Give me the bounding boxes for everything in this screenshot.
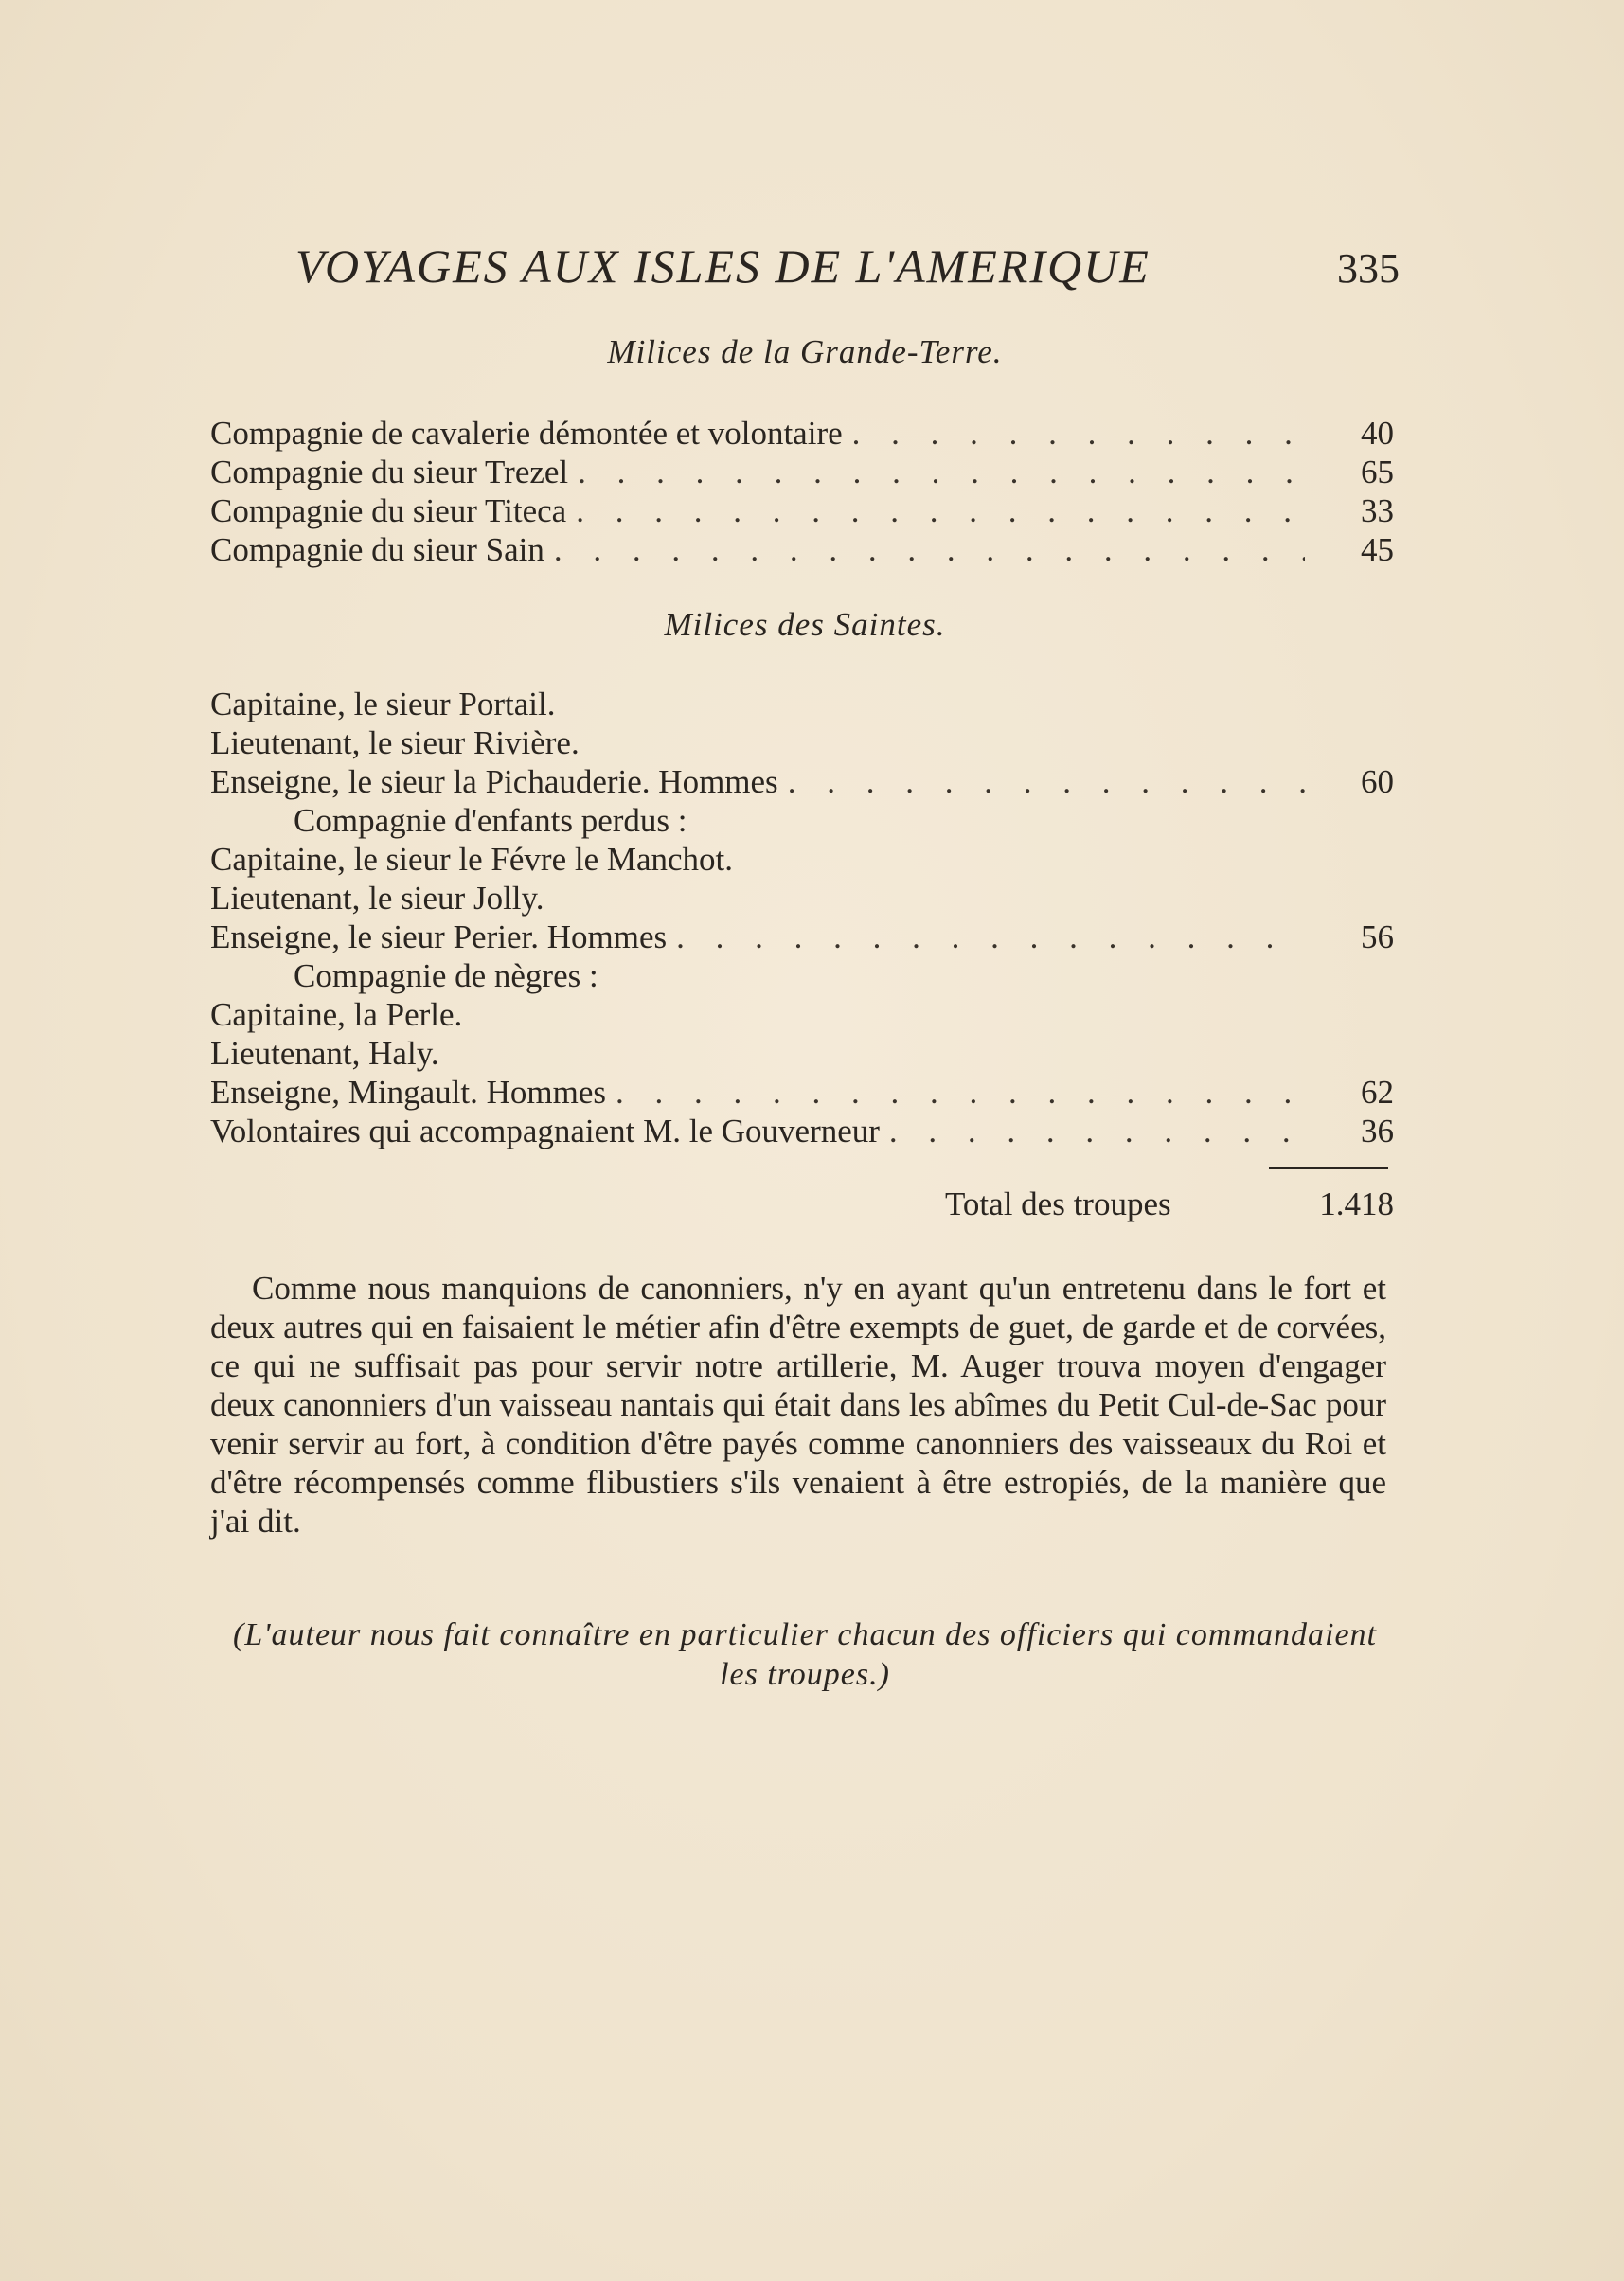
list-item: Capitaine, la Perle. [210,996,463,1033]
running-header [210,239,1400,295]
header-title: VOYAGES AUX ISLES DE L'AMERIQUE [295,240,1151,293]
list-item: Lieutenant, Haly. [210,1035,439,1072]
list-item: Compagnie du sieur Titeca . . . 33 [210,491,1394,530]
section-title-grande-terre: Milices de la Grande-Terre. [607,333,1003,370]
body-paragraph [210,1269,1386,1541]
list-item: Enseigne, le sieur la Pichauderie. Hommes . . . 60 [210,762,1394,801]
list-item: Lieutenant, le sieur Rivière. [210,724,580,761]
list-item: Enseigne, Mingault. Hommes . . . 62 [210,1073,1394,1112]
list-item: Lieutenant, le sieur Jolly. [210,880,544,917]
editorial-note: (L'auteur nous fait connaître en particulier chacun des officiers qui commandaient les troupes.) [233,1617,1377,1692]
section-title-saintes: Milices des Saintes. [664,606,946,643]
list-item: Volontaires qui accompagnaient M. le Gouverneur . . . 36 [210,1112,1394,1150]
list-item: Compagnie du sieur Sain . . . 45 [210,530,1394,569]
list-item: Capitaine, le sieur Portail. [210,686,556,722]
page-number: 335 [1337,245,1400,292]
list-item: Capitaine, le sieur le Févre le Manchot. [210,841,734,878]
total-rule [1269,1167,1388,1169]
grande-terre-list [210,414,1394,569]
total-line [210,1185,1394,1228]
total-value: 1.418 [1319,1185,1394,1222]
total-label: Total des troupes [945,1185,1171,1222]
list-item: Compagnie du sieur Trezel . . . 65 [210,453,1394,491]
list-item: Compagnie de cavalerie démontée et volontaire . . . 40 [210,414,1394,453]
paragraph-text: Comme nous manquions de canonniers, n'y en ayant qu'un entretenu dans le fort et deux autres qui en faisaient le métier afin d'être exempts de guet, de garde et de corvées, ce qui ne suffisait pas pour servir notre artillerie, M. Auger trouva moyen d'engager deux canonniers d'un vaisseau nantais qui était dans les abîmes du Petit Cul-de-Sac pour venir servir au fort, à condition d'être payés comme canonniers des vaisseaux du Roi et d'être récompensés comme flibustiers s'ils venaient à être estropiés, de la manière que j'ai dit. [210,1270,1386,1540]
list-item: Compagnie d'enfants perdus : [294,802,687,839]
list-item: Enseigne, le sieur Perier. Hommes . . . 56 [210,918,1394,956]
saintes-list [210,685,1394,1150]
list-item: Compagnie de nègres : [294,957,598,994]
